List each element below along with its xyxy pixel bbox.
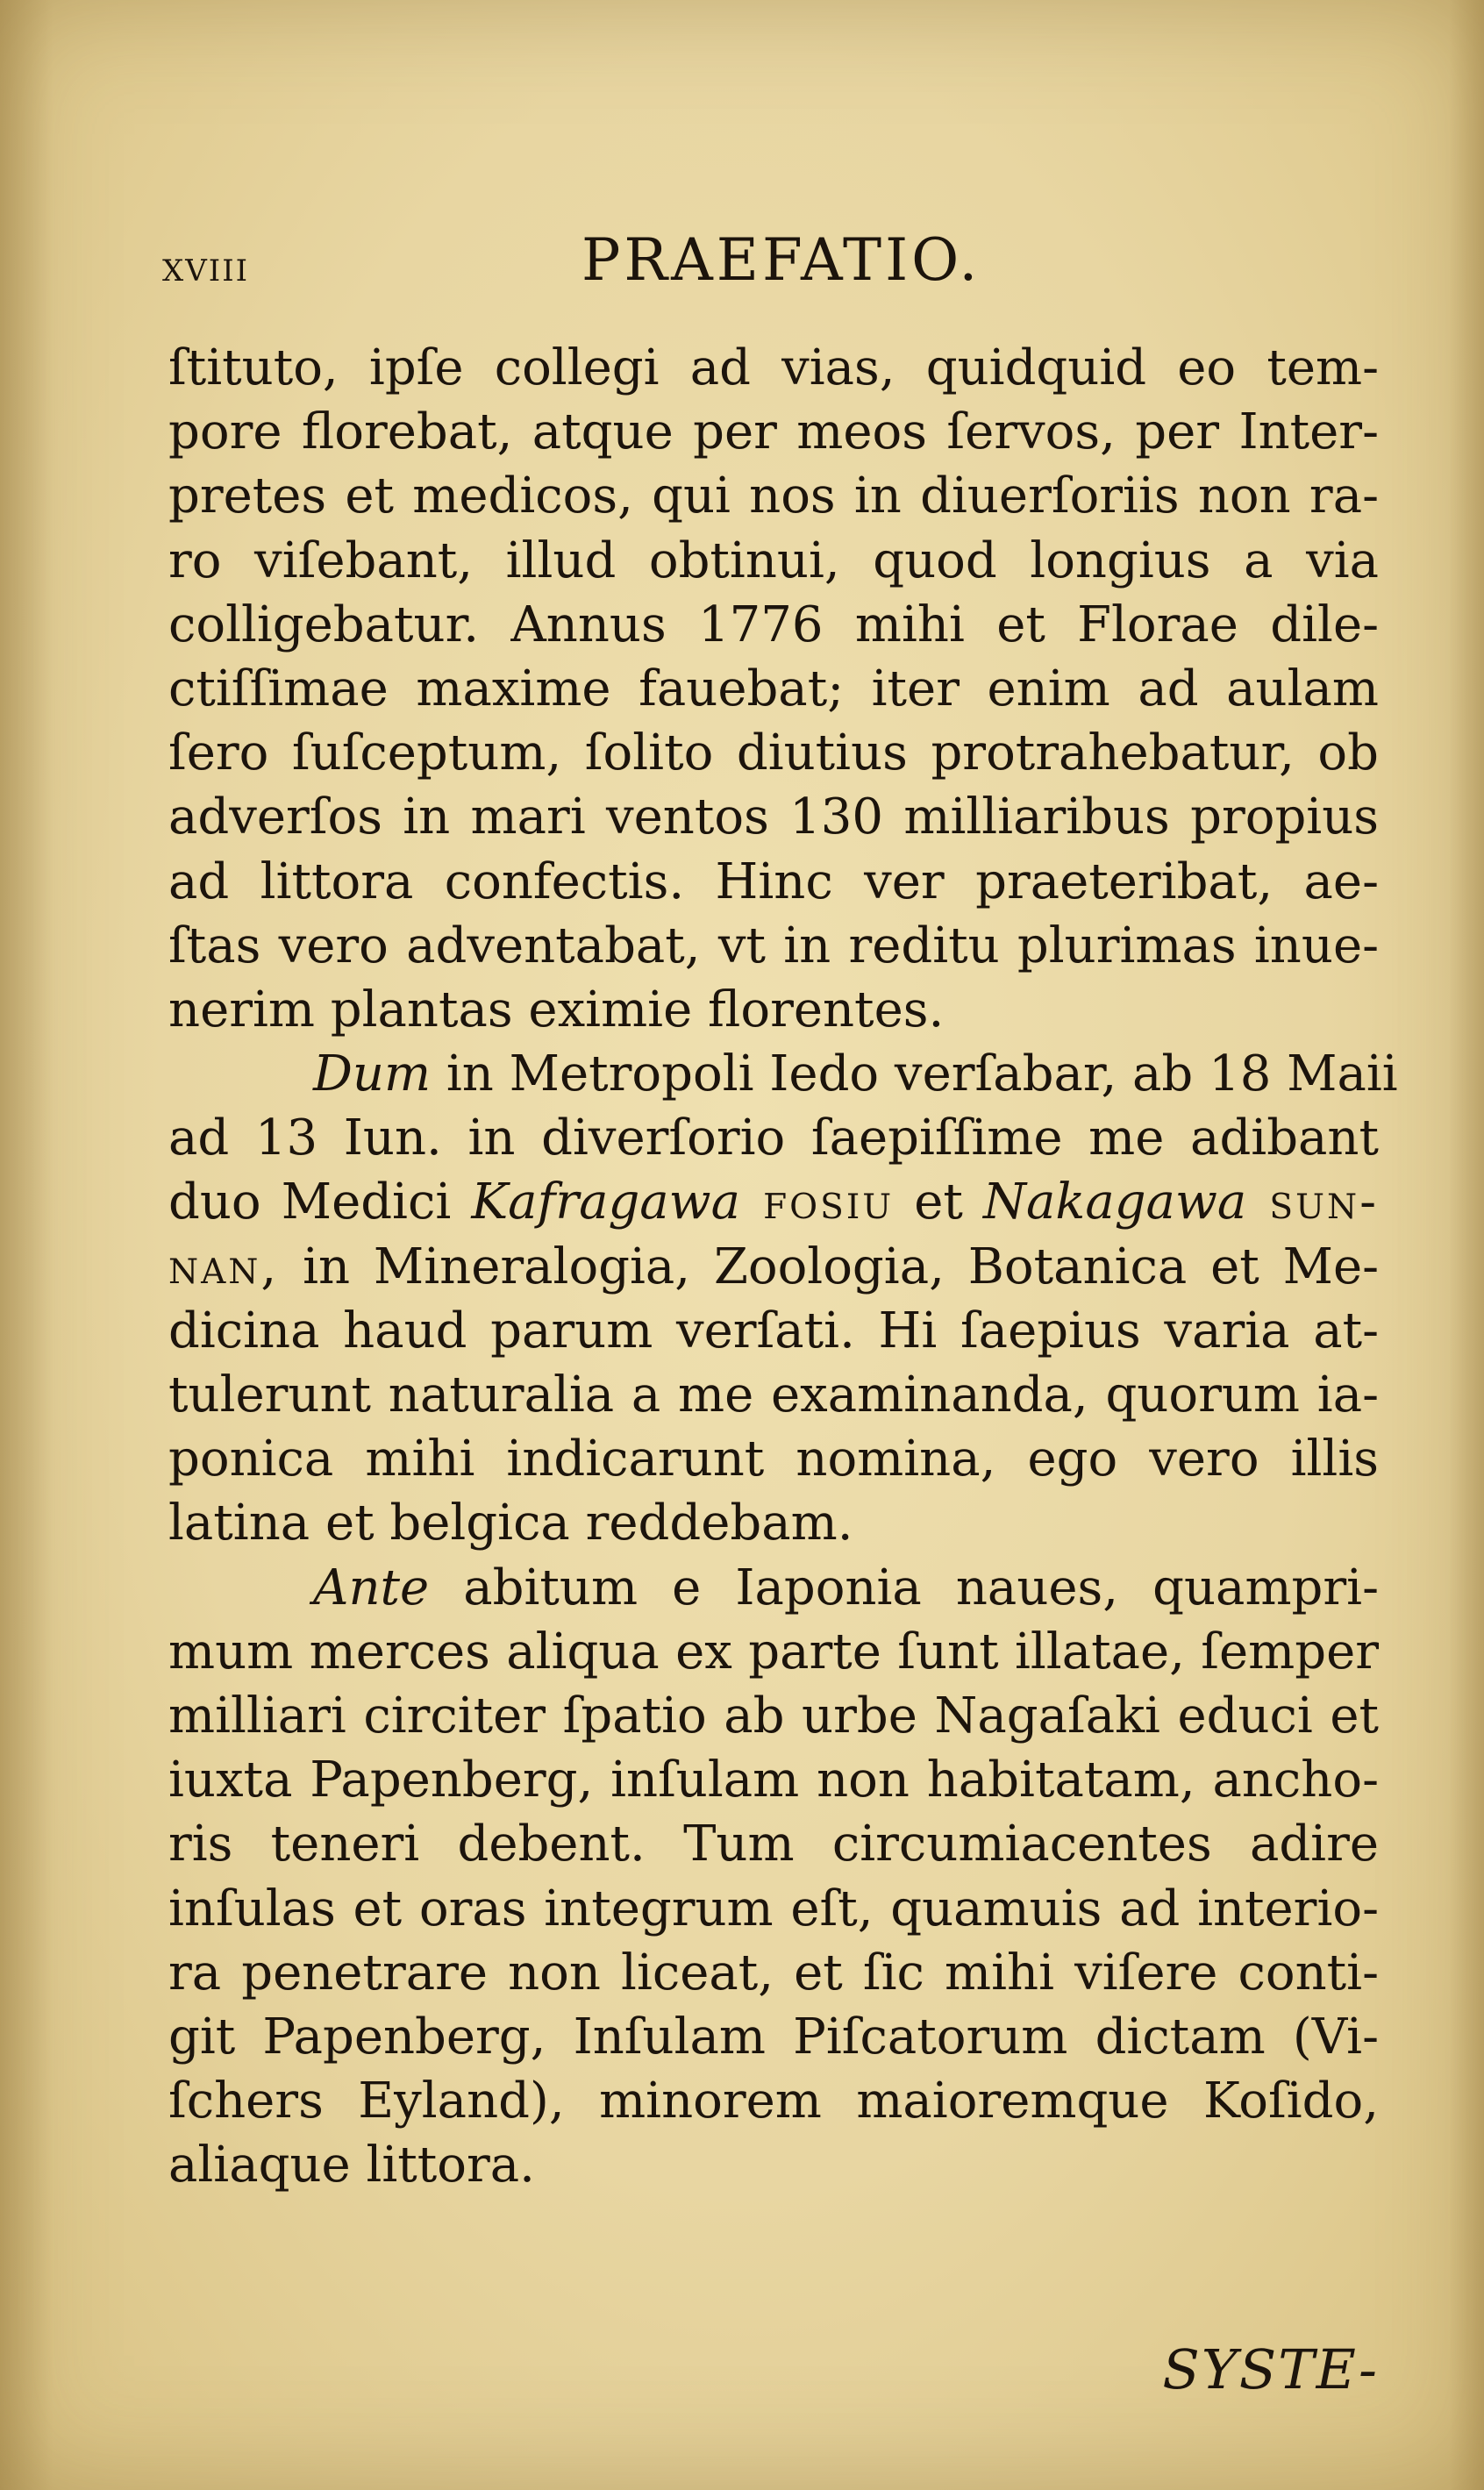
text-line: inſulas et oras integrum eſt, quamuis ad interio- [168,1880,1379,1937]
text-line: milliari circiter ſpatio ab urbe Nagaſaki educi et [168,1687,1379,1744]
name-sunnan-end: nan, [168,1238,280,1295]
text-line: ctiſſimae maxime fauebat; iter enim ad aulam [168,660,1379,717]
text-line: ponica mihi indicarunt nomina, ego vero illis [168,1431,1379,1488]
text-line: ris teneri debent. Tum circumiacentes adire [168,1816,1379,1873]
line-text: in Metropoli Iedo verſabar, ab 18 Maii [431,1045,1398,1103]
paragraph-lead-word: Ante [313,1559,430,1616]
text-line [168,1170,1379,1234]
text-line: ra penetrare non liceat, et ſic mihi viſere conti- [168,1944,1379,2001]
text-line: ſero ſuſceptum, ſolito diutius protrahebatur, ob [168,724,1379,782]
text-line: latina et belgica reddebam. [168,1495,853,1552]
text-line [168,1235,1379,1299]
line-text: in Mineralogia, Zoologia, Botanica et Me- [279,1238,1379,1295]
line-text: et [894,1174,983,1231]
text-line: ſchers Eyland), minorem maioremque Koſido, [168,2073,1379,2130]
text-line: pore florebat, atque per meos ſervos, per Inter- [168,403,1379,461]
line-text: duo Medici [168,1174,472,1231]
line-text: abitum e Iaponia naues, quampri- [429,1559,1379,1616]
text-line: git Papenberg, Inſulam Piſcatorum dictam (Vi- [168,2008,1379,2065]
text-line: adverſos in mari ventos 130 milliaribus propius [168,788,1379,846]
text-line: ſtituto, ipſe collegi ad vias, quidquid eo tem- [168,339,1379,396]
running-head: PRAEFATIO. [581,226,981,294]
text-line: ſtas vero adventabat, vt in reditu plurimas inue- [168,917,1379,974]
text-line: colligebatur. Annus 1776 mihi et Florae dile- [168,596,1379,653]
paragraph-lead-word: Dum [313,1045,432,1103]
text-line: dicina haud parum verſati. Hi ſaepius varia at- [168,1302,1379,1359]
page-number: xviii [162,242,250,291]
text-line: ad 13 Iun. in diverſorio ſaepiſſime me adibant [168,1109,1379,1167]
text-line: pretes et medicos, qui nos in diuerſoriis non ra- [168,467,1379,525]
text-line: mum merces aliqua ex parte ſunt illatae, ſemper [168,1623,1379,1680]
page-header [162,226,1390,296]
text-line: ad littora confectis. Hinc ver praeteribat, ae- [168,853,1379,910]
text-line: tulerunt naturalia a me examinanda, quorum ia- [168,1366,1379,1423]
text-line: nerim plantas eximie florentes. [168,981,945,1038]
catchword: SYSTE- [1162,2337,1379,2401]
name-kafragawa: Kafragawa [471,1174,741,1231]
text-line [168,1042,1398,1106]
text-line: iuxta Papenberg, inſulam non habitatam, ancho- [168,1752,1379,1809]
name-nakagawa: Nakagawa [983,1174,1247,1231]
text-line [168,1556,1379,1620]
text-line: ro viſebant, illud obtinui, quod longius a via [168,532,1379,589]
name-fosiu: fosiu [740,1174,895,1231]
name-sunnan-part: sun- [1246,1174,1379,1231]
text-line: aliaque littora. [168,2137,535,2194]
body-text [168,336,1398,2197]
